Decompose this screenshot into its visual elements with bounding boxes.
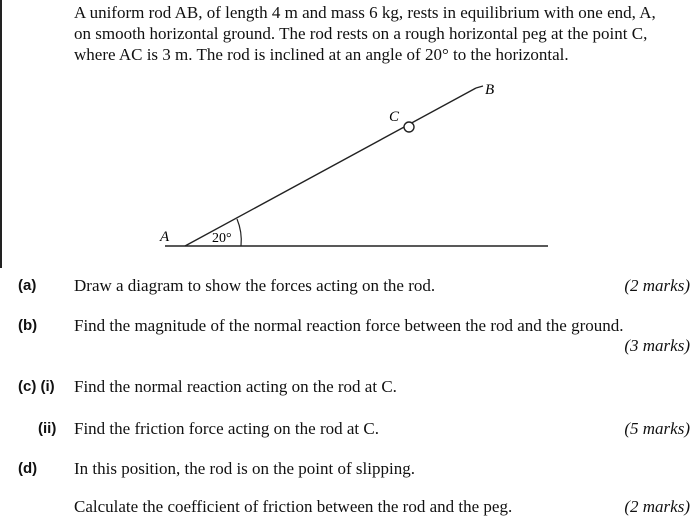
question-d-label: (d): [18, 460, 38, 477]
label-a: A: [160, 229, 170, 245]
question-a-text: Draw a diagram to show the forces acting on the rod.: [74, 276, 436, 295]
label-c: C: [389, 109, 400, 125]
question-intro: [74, 2, 694, 65]
rod-diagram: [0, 70, 700, 260]
question-b-marks: (3 marks): [624, 336, 690, 355]
label-b: B: [485, 82, 495, 98]
question-c-ii-text: Find the friction force acting on the rod at C.: [74, 419, 379, 438]
rod-end-mark: [476, 86, 483, 88]
intro-line-2: on smooth horizontal ground. The rod rests on a rough horizontal peg at the point C,: [74, 24, 648, 43]
question-a-marks: (2 marks): [624, 276, 690, 295]
rod-line: [185, 88, 476, 246]
question-d-marks: (2 marks): [624, 497, 690, 516]
angle-label: 20°: [212, 231, 232, 246]
question-d-text-2: Calculate the coefficient of friction between the rod and the peg.: [74, 497, 513, 516]
question-c-label: (c) (i): [18, 378, 55, 395]
question-b-text: Find the magnitude of the normal reaction force between the rod and the ground.: [74, 316, 624, 335]
question-c-marks: (5 marks): [624, 419, 690, 438]
peg-c: [404, 122, 414, 132]
question-c-ii-label: (ii): [38, 420, 57, 437]
question-c-i-text: Find the normal reaction acting on the rod at C.: [74, 377, 397, 396]
question-a-label: (a): [18, 277, 37, 294]
angle-arc: [237, 219, 241, 246]
question-b-label: (b): [18, 317, 38, 334]
intro-line-3: where AC is 3 m. The rod is inclined at an angle of 20° to the horizontal.: [74, 45, 569, 64]
question-d-text-1: In this position, the rod is on the point of slipping.: [74, 459, 415, 478]
intro-line-1: A uniform rod AB, of length 4 m and mass 6 kg, rests in equilibrium with one end, A,: [74, 3, 656, 22]
